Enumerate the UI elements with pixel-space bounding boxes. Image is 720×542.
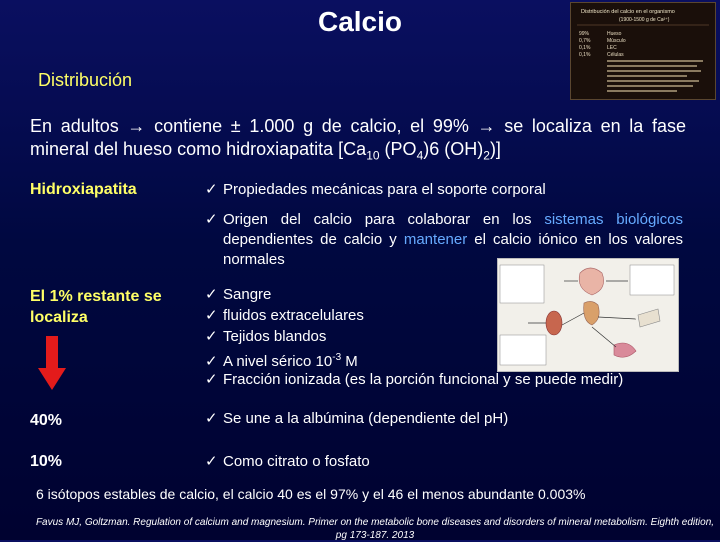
list-item: ✓ Fracción ionizada (es la porción funcional y se puede medir)	[205, 371, 624, 388]
pct-10-label: 10%	[30, 453, 63, 470]
list-item: ✓ fluidos extracelulares	[205, 307, 364, 324]
thumb-row-pct: 0,7%	[579, 38, 591, 44]
checkmark-icon: ✓	[205, 371, 218, 388]
checkmark-icon: ✓	[205, 211, 218, 228]
thumb-row-pct: 0,1%	[579, 52, 591, 58]
thumb-row-label: Músculo	[607, 38, 626, 44]
slide-title: Calcio	[317, 6, 403, 37]
list-item: ✓ Propiedades mecánicas para el soporte corporal	[205, 181, 546, 198]
thumb-row-label: Hueso	[607, 31, 622, 37]
thumb-row-pct: 0,1%	[579, 45, 591, 51]
restante-label: El 1% restante se localiza	[30, 288, 162, 326]
list-item: ✓ Como citrato o fosfato	[205, 453, 370, 470]
checkmark-icon: ✓	[205, 328, 218, 345]
checkmark-icon: ✓	[205, 286, 218, 303]
calcium-regulation-diagram	[497, 258, 679, 372]
thumb-row-label: LEC	[607, 45, 617, 51]
checkmark-icon: ✓	[205, 353, 218, 370]
list-item: ✓ A nivel sérico $10^{-3}$ M	[205, 352, 358, 370]
intro-paragraph: En adultos → contiene ± 1.000 g de calcio, el 99% → se localiza en la fase mineral del hueso como hidroxiapatita [$Ca_{10}$ $(PO_4)6$ $(OH)_2$)]	[30, 116, 686, 163]
thumb-row-label: Células	[607, 52, 624, 58]
thumb-title: Distribución del calcio en el organismo	[581, 9, 675, 15]
list-item: ✓ Se une a la albúmina (dependiente del pH)	[205, 410, 509, 427]
section-subtitle: Distribución	[38, 70, 133, 90]
down-arrow-icon	[38, 336, 66, 395]
list-item: ✓ Sangre	[205, 286, 272, 303]
calcium-distribution-table-thumbnail	[570, 2, 716, 100]
checkmark-icon: ✓	[205, 410, 218, 427]
thumb-subtitle: (1900-1500 g de Ca²⁺)	[619, 17, 670, 23]
checkmark-icon: ✓	[205, 181, 218, 198]
hidroxiapatita-label: Hidroxiapatita	[30, 181, 137, 198]
checkmark-icon: ✓	[205, 307, 218, 324]
checkmark-icon: ✓	[205, 453, 218, 470]
pct-40-label: 40%	[30, 412, 63, 429]
list-item: ✓ Origen del calcio para colaborar en los sistemas biológicos dependientes de calcio y mantener el calcio iónico en los valores normales	[205, 211, 683, 268]
thumb-row-pct: 99%	[579, 31, 590, 37]
citation: Favus MJ, Goltzman. Regulation of calcium and magnesium. Primer on the metabolic bone diseases and disorders of mineral metabolism. Eighth edition, pg 173-187. 2013	[35, 517, 715, 541]
list-item: ✓ Tejidos blandos	[205, 328, 327, 345]
isotopes-note: 6 isótopos estables de calcio, el calcio 40 es el 97% y el 46 el menos abundante 0.003%	[36, 486, 586, 502]
